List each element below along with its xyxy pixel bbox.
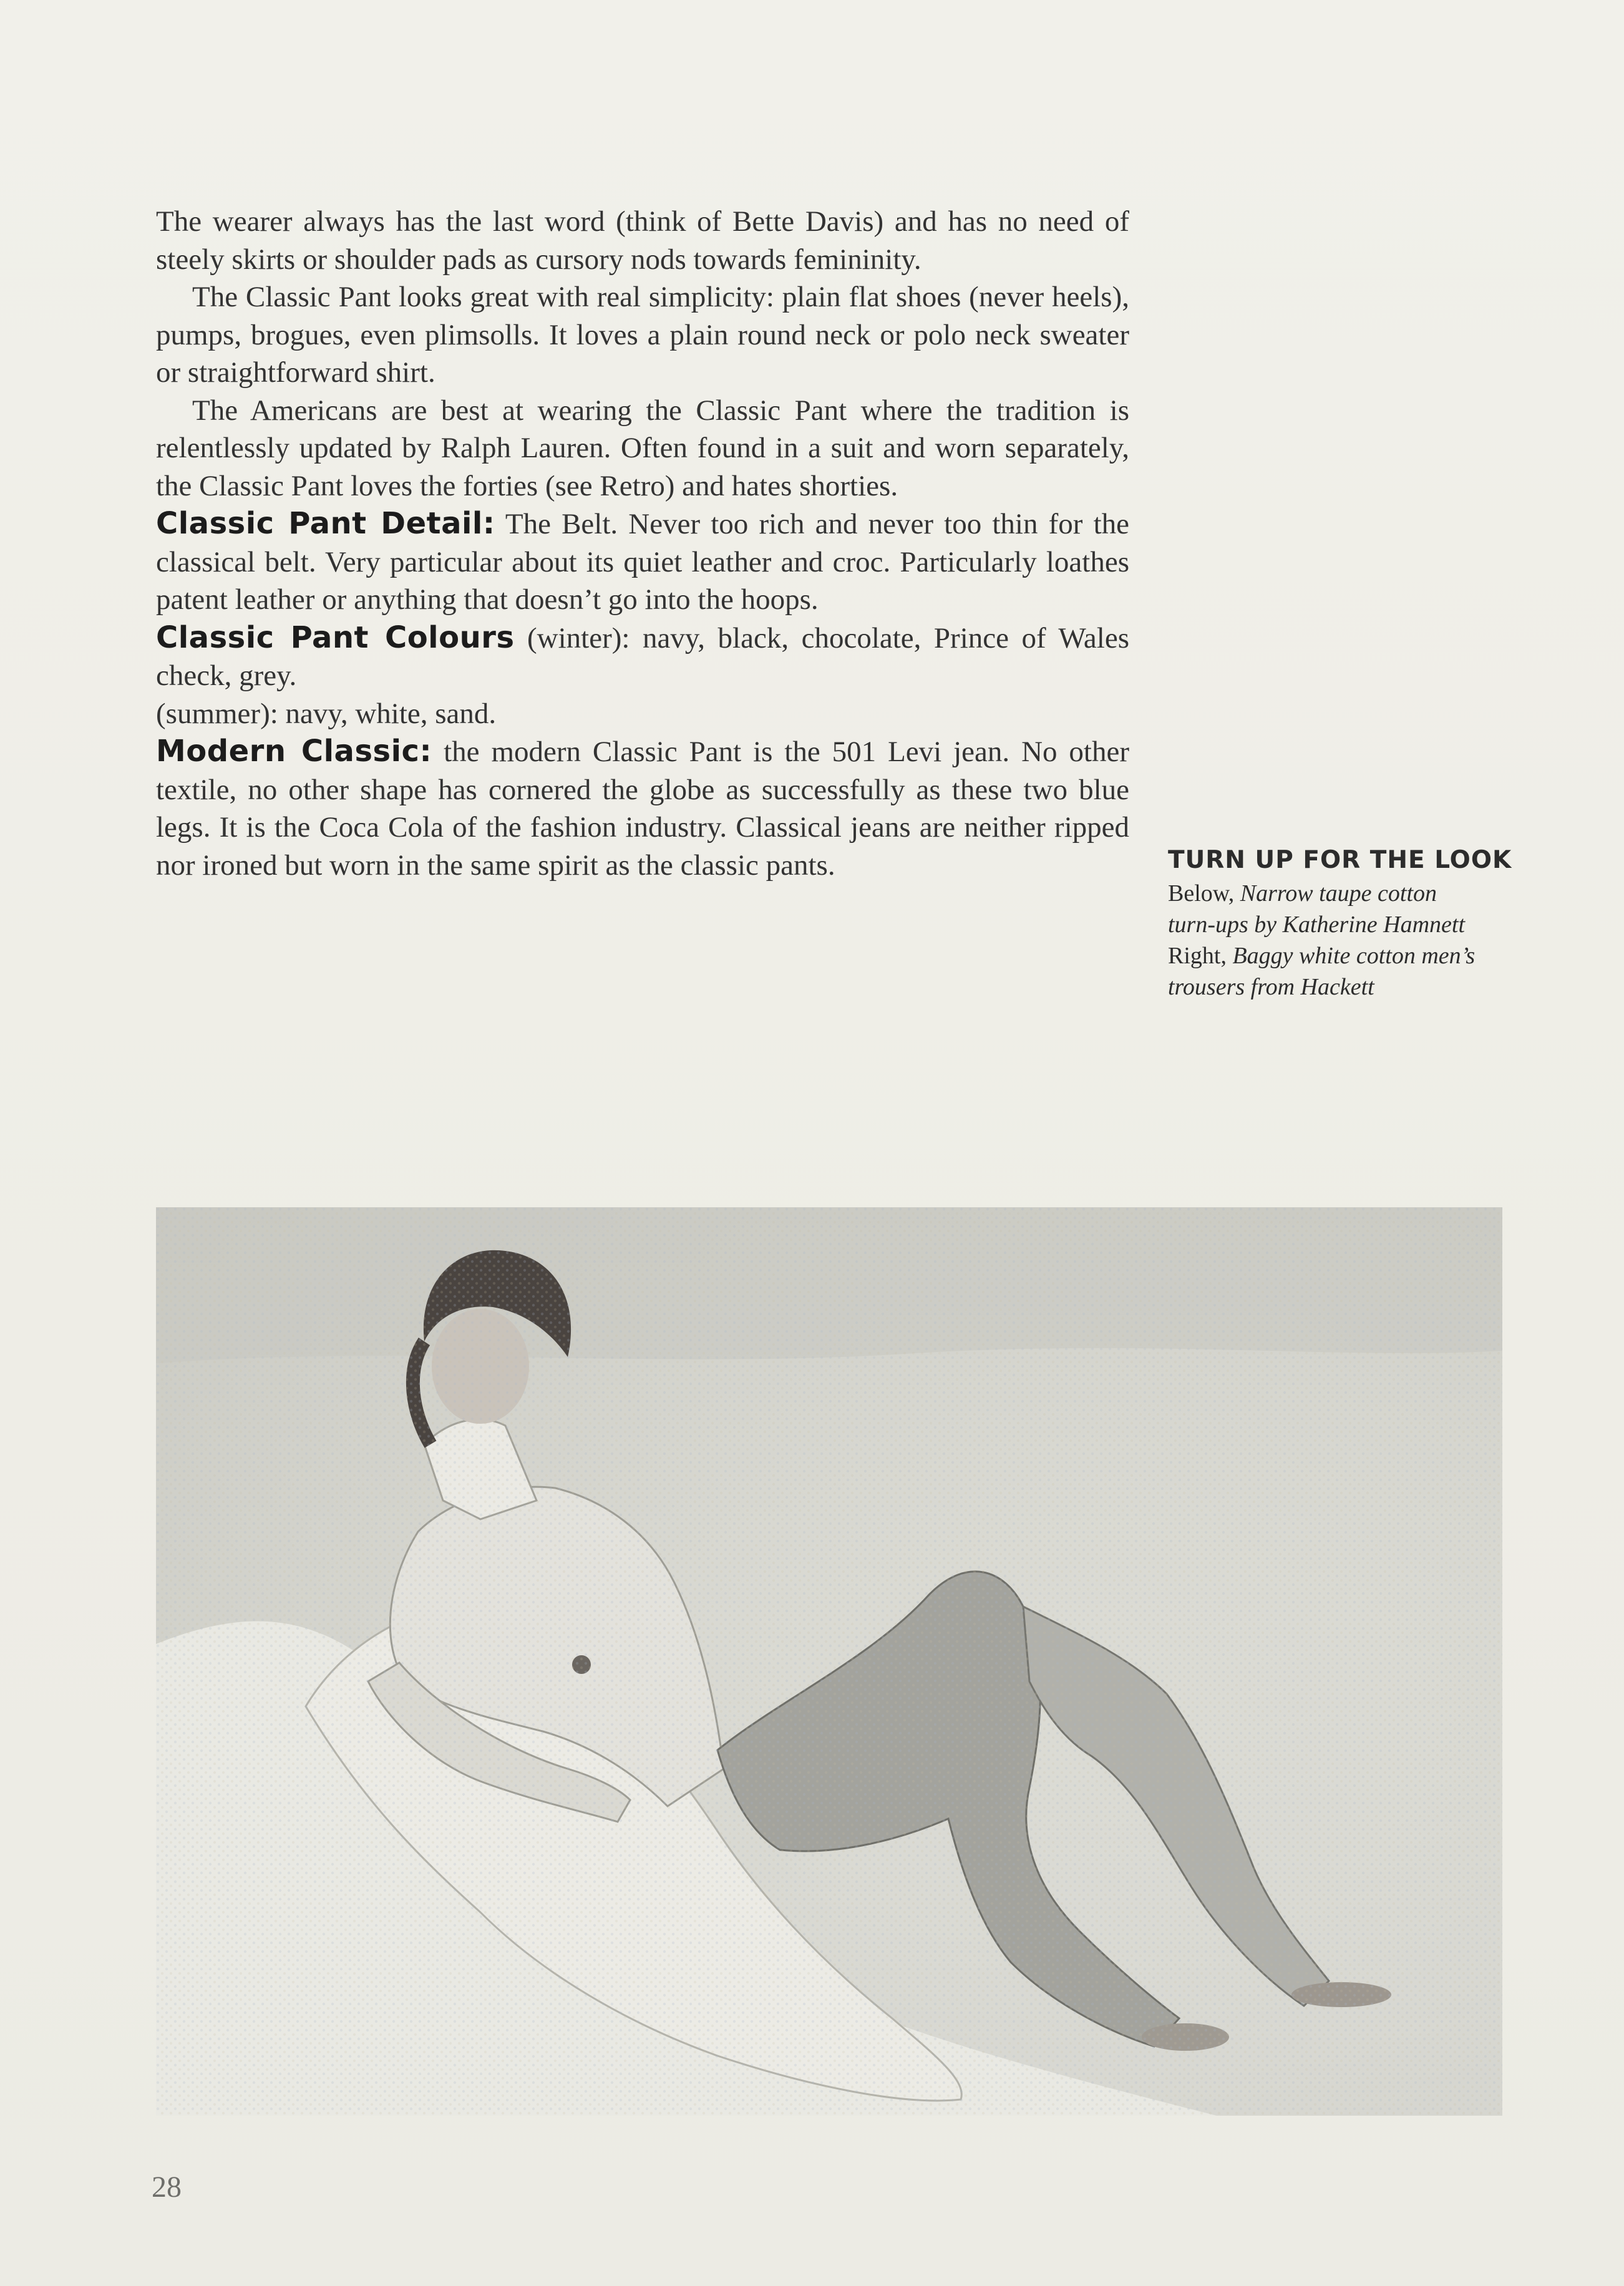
article-body bbox=[156, 203, 1129, 884]
caption-label-right: Right, bbox=[1168, 943, 1227, 969]
modern-text: the modern Classic Pant is the 501 Levi jean. No other textile, no other shape has cornered the globe as successfully as these two blue legs. It is the Coca Cola of the fashion industry. Classical jeans are neither ripped nor ironed but worn in the same spirit as the classic pants. bbox=[156, 736, 1129, 882]
caption-line-1 bbox=[1168, 878, 1517, 909]
paragraph-colours-summer: (summer): navy, white, sand. bbox=[156, 697, 497, 730]
paragraph-colours bbox=[156, 619, 1129, 695]
paragraph-americans: The Americans are best at wearing the Classic Pant where the tradition is relentlessly updated by Ralph Lauren. Often found in a suit and worn separately, the Classic Pant loves the forties (see Retro) and hates shorties. bbox=[156, 394, 1129, 502]
colours-winter: (winter): navy, black, chocolate, Prince of Wales check, grey. bbox=[156, 621, 1129, 692]
beach-photo-illustration bbox=[156, 1207, 1502, 2116]
paragraph-simplicity: The Classic Pant looks great with real simplicity: plain flat shoes (never heels), pumps, brogues, even plimsolls. It loves a plain round neck or polo neck sweater or straightforward shirt. bbox=[156, 281, 1129, 389]
caption-desc-below: Narrow taupe cotton bbox=[1240, 880, 1437, 907]
page-number: 28 bbox=[152, 2171, 182, 2204]
colours-heading: Classic Pant Colours bbox=[156, 620, 515, 655]
paragraph-detail bbox=[156, 505, 1129, 619]
beach-photograph bbox=[156, 1207, 1502, 2116]
photo-caption bbox=[1168, 845, 1517, 1003]
paragraph-intro: The wearer always has the last word (think of Bette Davis) and has no need of steely skirts or shoulder pads as cursory nods towards femininity. bbox=[156, 205, 1129, 276]
caption-label-below: Below, bbox=[1168, 880, 1235, 907]
caption-line-2 bbox=[1168, 909, 1517, 940]
caption-title: TURN UP FOR THE LOOK bbox=[1168, 846, 1512, 874]
caption-line-3 bbox=[1168, 940, 1517, 971]
caption-line-4 bbox=[1168, 971, 1517, 1003]
detail-text: The Belt. Never too rich and never too thin for the classical belt. Very particular about its quiet leather and croc. Particularly loathes patent leather or anything that doesn’t go into the hoops. bbox=[156, 508, 1129, 616]
detail-heading: Classic Pant Detail: bbox=[156, 506, 495, 541]
caption-credit-below: turn-ups by Katherine Hamnett bbox=[1168, 912, 1466, 938]
paragraph-modern bbox=[156, 732, 1129, 884]
modern-heading: Modern Classic: bbox=[156, 734, 432, 769]
caption-credit-right: trousers from Hackett bbox=[1168, 974, 1374, 1000]
caption-desc-right: Baggy white cotton men’s bbox=[1232, 943, 1476, 969]
